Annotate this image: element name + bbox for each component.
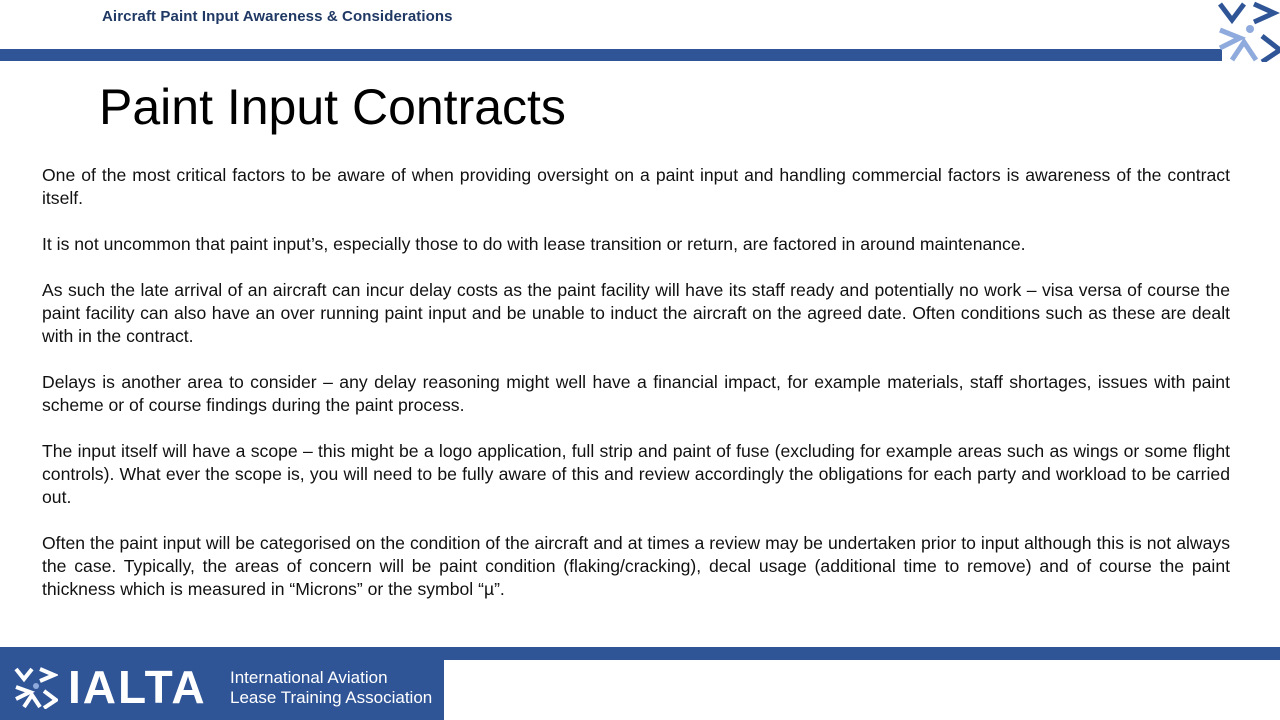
ialta-footer-mark-icon — [14, 665, 58, 709]
footer-org-line: International Aviation — [230, 668, 388, 687]
footer-org-line: Lease Training Association — [230, 688, 433, 707]
paragraph: One of the most critical factors to be aware of when providing oversight on a paint input and handling commercial factors is awareness of the contract itself. — [42, 165, 1230, 208]
slide-title: Paint Input Contracts — [99, 79, 566, 135]
paragraph: Often the paint input will be categorised on the condition of the aircraft and at times a review may be undertaken prior to input although this is not always the case. Typically, the areas of concern will be paint condition (flaking/cracking), decal usage (additional time to remove) and of course the paint thickness which is measured in “Microns” or the symbol “µ”. — [42, 533, 1230, 599]
ialta-mark-icon — [1218, 0, 1280, 62]
header-title: Aircraft Paint Input Awareness & Considerations — [102, 8, 453, 25]
body-text — [42, 164, 1230, 624]
paragraph: It is not uncommon that paint input’s, especially those to do with lease transition or return, are factored in around maintenance. — [42, 234, 1026, 254]
footer-bar — [444, 647, 1280, 660]
paragraph: The input itself will have a scope – this might be a logo application, full strip and paint of fuse (excluding for example areas such as wings or some flight controls). What ever the scope is, you will need to be fully aware of this and review accordingly the obligations for each party and workload to be carried out. — [42, 441, 1230, 507]
footer-org-name — [230, 668, 432, 708]
header-bar — [0, 49, 1222, 61]
paragraph: As such the late arrival of an aircraft can incur delay costs as the paint facility will have its staff ready and potentially no work – visa versa of course the paint facility can also have an over running paint input and be unable to induct the aircraft on the agreed date. Often conditions such as these are dealt with in the contract. — [42, 280, 1230, 346]
footer-brand-name: IALTA — [68, 661, 207, 713]
paragraph: Delays is another area to consider – any delay reasoning might well have a financial impact, for example materials, staff shortages, issues with paint scheme or of course findings during the paint process. — [42, 372, 1230, 415]
